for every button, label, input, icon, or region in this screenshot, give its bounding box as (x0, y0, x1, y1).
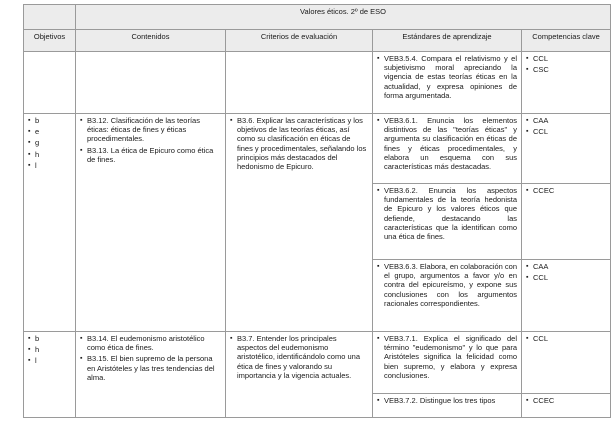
contenidos-cell (76, 52, 226, 114)
header-contenidos: Contenidos (76, 30, 226, 52)
criterios-cell (226, 52, 373, 114)
competencia-item: ▪ CCL (526, 54, 606, 63)
criterio-item: ▪ B3.7. Entender los principales aspectos del eudemonismo aristotélico, identificándolo como una ética de fines y valorando su importancia y la vigencia actuales. (230, 334, 368, 380)
competencias-cell (522, 114, 611, 184)
competencias-cell (522, 394, 611, 418)
competencia-item: ▪ CCEC (526, 396, 606, 405)
competencias-cell (522, 52, 611, 114)
competencia-item: ▪ CCL (526, 273, 606, 282)
competencia-item: ▪ CSC (526, 65, 606, 74)
competencia-item: ▪ CCL (526, 334, 606, 343)
estandar-text: ▪ VEB3.7.2. Distingue los tres tipos (377, 396, 517, 405)
contenido-item: ▪ B3.15. El bien supremo de la persona en Aristóteles y las tres tendencias del alma. (80, 354, 221, 382)
competencia-item: ▪ CCEC (526, 186, 606, 195)
contenido-item: ▪ B3.12. Clasificación de las teorías éticas: éticas de fines y éticas procedimentales. (80, 116, 221, 144)
objetivo-item: ▪ l (28, 161, 71, 170)
competencias-cell (522, 332, 611, 394)
estandar-cell (373, 394, 522, 418)
estandar-cell (373, 332, 522, 394)
objetivo-item: ▪ e (28, 127, 71, 136)
objetivo-item: ▪ g (28, 138, 71, 147)
table-row (24, 332, 611, 394)
contenidos-cell (76, 114, 226, 332)
competencia-item: ▪ CAA (526, 262, 606, 271)
header-competencias: Competencias clave (522, 30, 611, 52)
header-estandares: Estándares de aprendizaje (373, 30, 522, 52)
objetivos-cell (24, 114, 76, 332)
criterios-cell (226, 332, 373, 418)
competencia-item: ▪ CAA (526, 116, 606, 125)
header-row (24, 30, 611, 52)
title-corner-cell (24, 5, 76, 30)
estandar-cell (373, 184, 522, 260)
competencias-cell (522, 260, 611, 332)
estandar-cell (373, 260, 522, 332)
objetivo-item: ▪ h (28, 345, 71, 354)
title-row (24, 5, 611, 30)
table-row (24, 114, 611, 184)
contenido-item: ▪ B3.14. El eudemonismo aristotélico como ética de fines. (80, 334, 221, 352)
criterios-cell (226, 114, 373, 332)
table-row (24, 52, 611, 114)
contenido-item: ▪ B3.13. La ética de Epicuro como ética de fines. (80, 146, 221, 164)
criterio-item: ▪ B3.6. Explicar las características y los objetivos de las teorías éticas, así como su clasificación en éticas de fines y procedimentales, señalando los principios más destacados del hedonismo de Epicuro. (230, 116, 368, 171)
objetivo-item: ▪ h (28, 150, 71, 159)
objetivo-item: ▪ l (28, 356, 71, 365)
estandar-text: ▪ VEB3.5.4. Compara el relativismo y el subjetivismo moral apreciando la vigencia de estas teorías éticas en la actualidad, y expresa opiniones de forma argumentada. (377, 54, 517, 100)
estandar-text: ▪ VEB3.6.3. Elabora, en colaboración con el grupo, argumentos a favor y/o en contra del epicureísmo, y expone sus conclusiones con los argumentos racionales correspondientes. (377, 262, 517, 308)
header-objetivos: Objetivos (24, 30, 76, 52)
estandar-cell (373, 52, 522, 114)
objetivo-item: ▪ b (28, 116, 71, 125)
curriculum-table (23, 4, 611, 418)
estandar-text: ▪ VEB3.7.1. Explica el significado del término "eudemonismo" y lo que para Aristóteles significa la felicidad como bien supremo, y elabora y expresa conclusiones. (377, 334, 517, 380)
estandar-text: ▪ VEB3.6.1. Enuncia los elementos distintivos de las "teorías éticas" y argumenta su clasificación en éticas de fines y éticas procedimentales, y elabora un esquema con sus características más destacadas. (377, 116, 517, 171)
objetivo-item: ▪ b (28, 334, 71, 343)
estandar-text: ▪ VEB3.6.2. Enuncia los aspectos fundamentales de la teoría hedonista de Epicuro y los valores éticos que defiende, destacando las características que la identifican como una ética de fines. (377, 186, 517, 241)
header-criterios: Criterios de evaluación (226, 30, 373, 52)
contenidos-cell (76, 332, 226, 418)
estandar-cell (373, 114, 522, 184)
objetivos-cell (24, 52, 76, 114)
table-title: Valores éticos. 2º de ESO (76, 5, 611, 30)
competencia-item: ▪ CCL (526, 127, 606, 136)
objetivos-cell (24, 332, 76, 418)
competencias-cell (522, 184, 611, 260)
